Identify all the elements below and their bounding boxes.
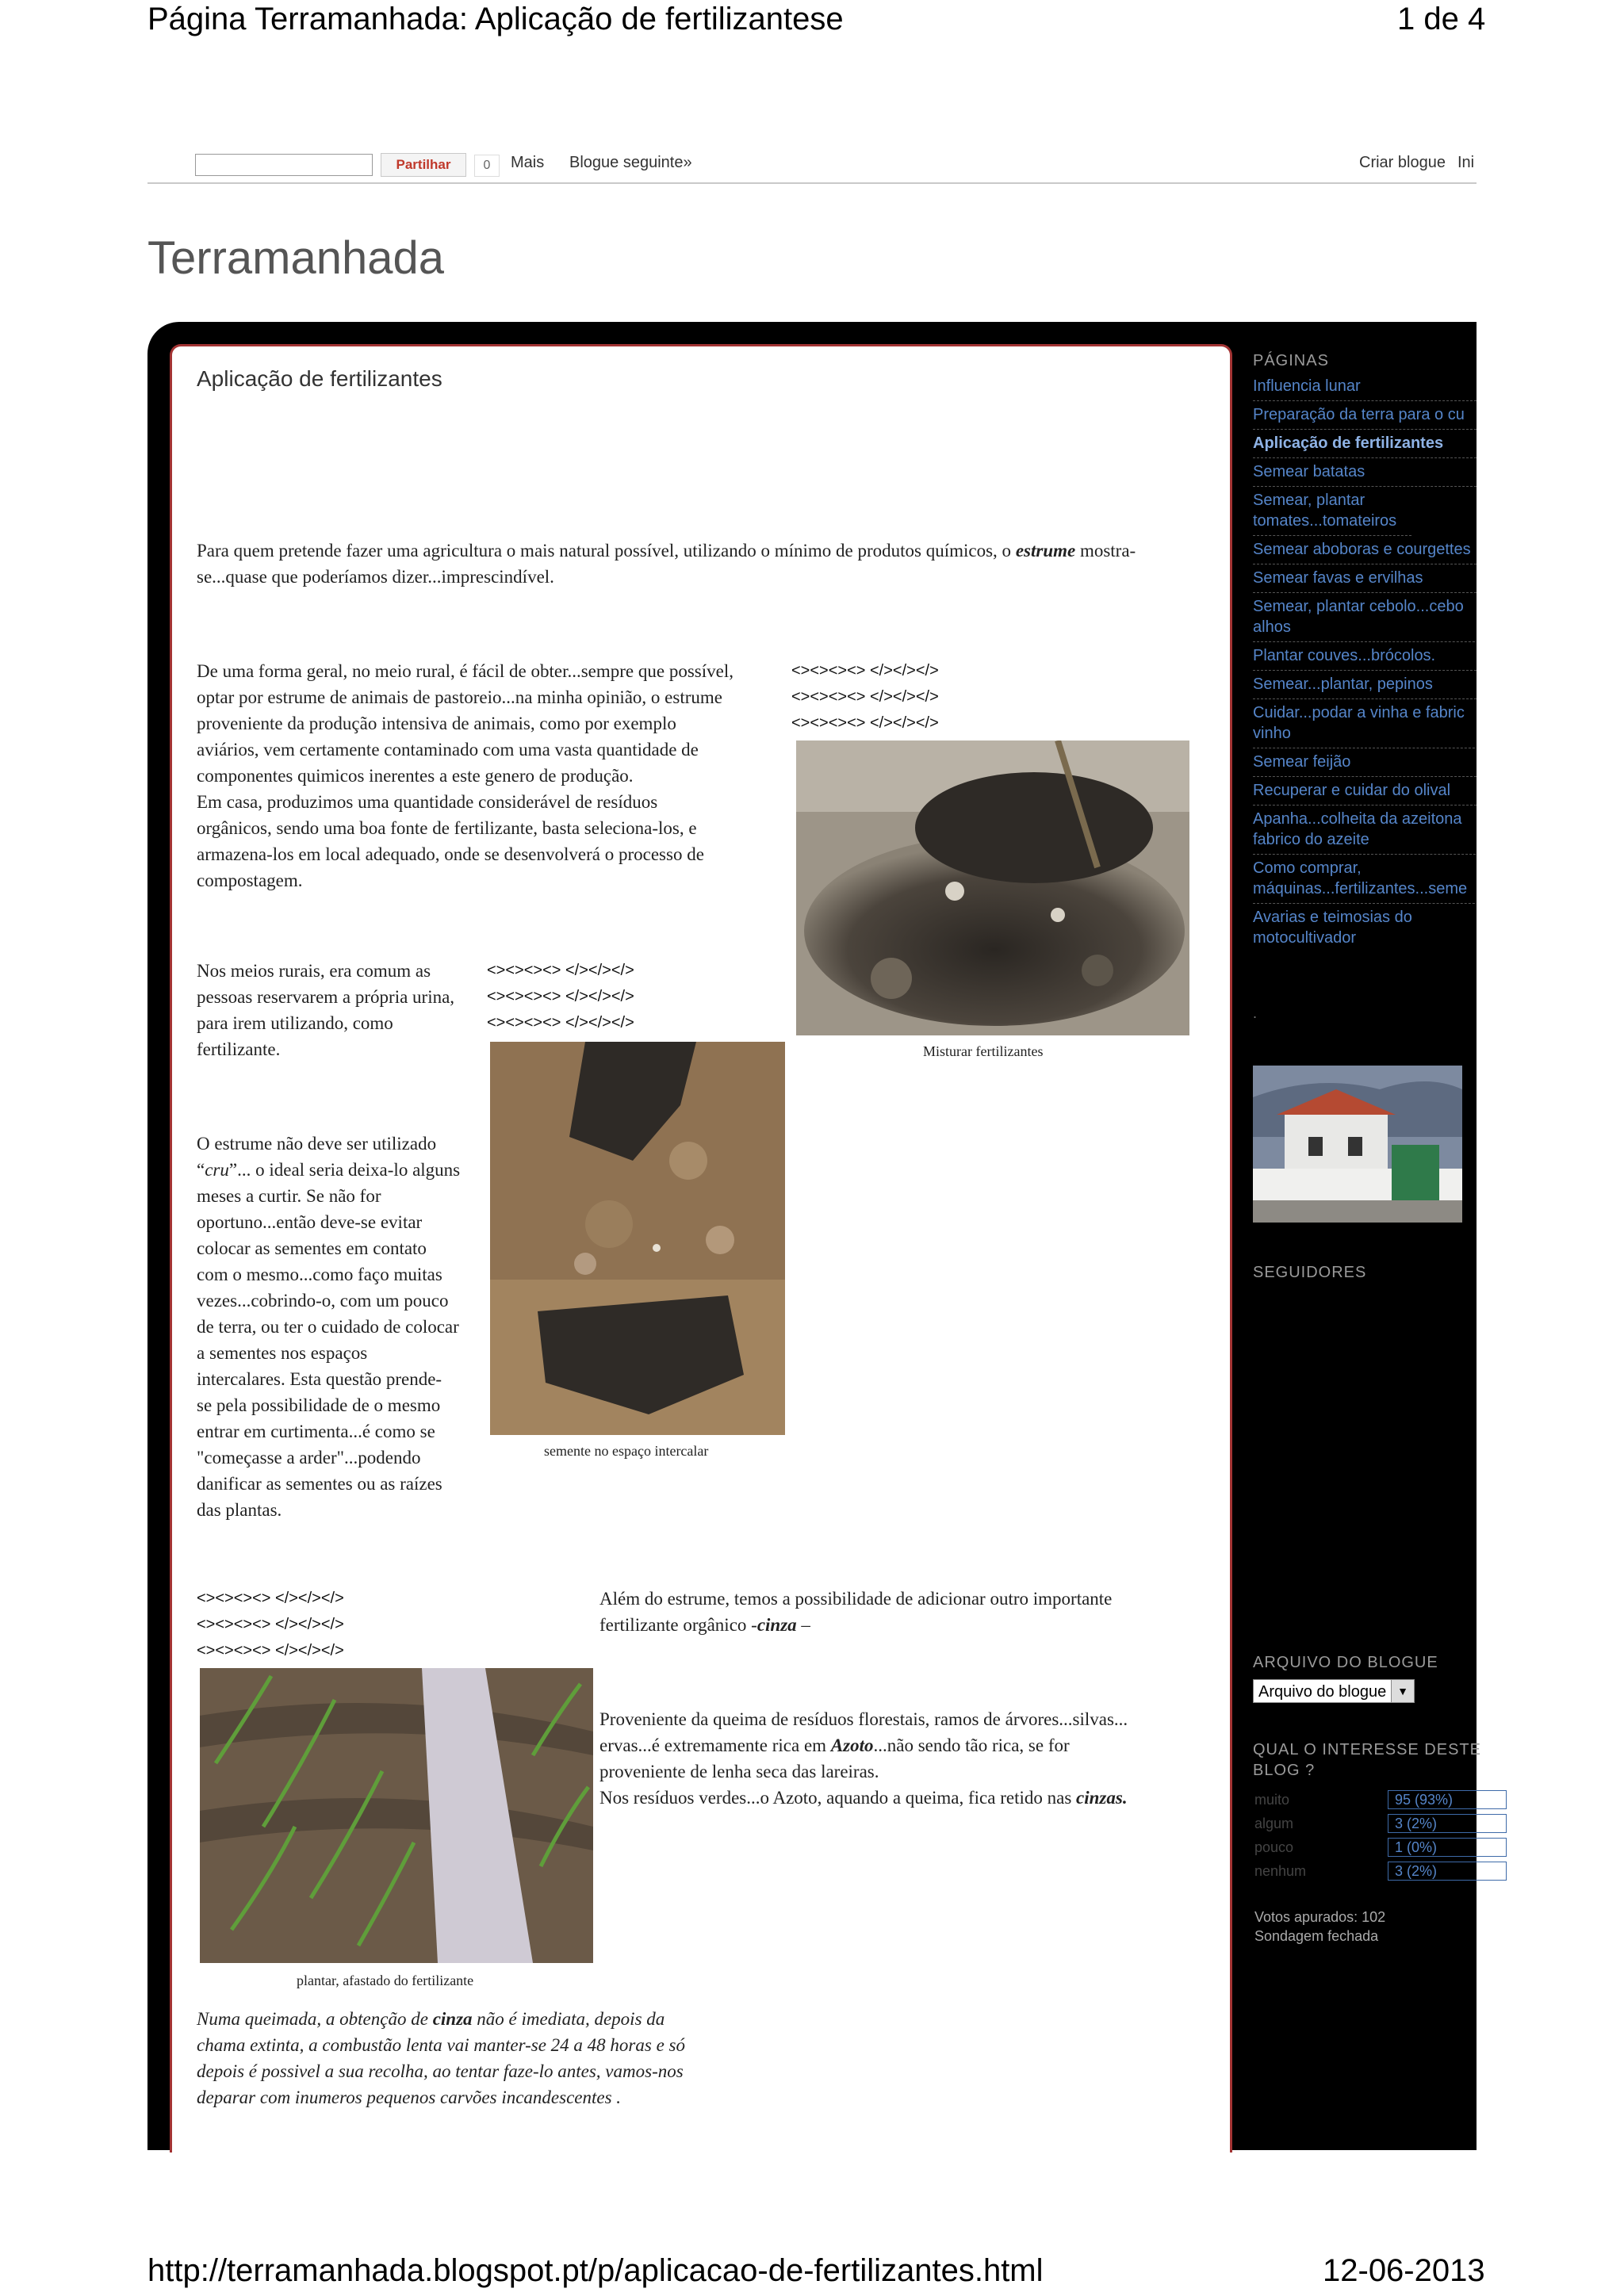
planting-away-photo	[200, 1668, 593, 1963]
sign-in-link[interactable]: Ini	[1457, 154, 1475, 171]
page-link-preparacao-terra[interactable]: Preparação da terra para o cu	[1253, 401, 1477, 430]
seed-intercalar-photo	[490, 1042, 785, 1435]
print-page-count: 1 de 4	[1397, 2, 1486, 36]
post-title: Aplicação de fertilizantes	[197, 366, 442, 391]
paragraph-urine: Nos meios rurais, era comum as pessoas reservarem a própria urina, para irem utilizando, como fertilizante.	[197, 961, 455, 1059]
poll-heading-line1: QUAL O INTERESSE DESTE	[1253, 1741, 1481, 1758]
archive-heading: ARQUIVO DO BLOGUE	[1253, 1654, 1438, 1671]
create-blog-link[interactable]: Criar blogue	[1359, 154, 1446, 171]
followers-heading: SEGUIDORES	[1253, 1264, 1367, 1281]
photo-caption-mixing: Misturar fertilizantes	[923, 1043, 1044, 1059]
page-link-cebolo[interactable]: Semear, plantar cebolo...cebo alhos	[1253, 593, 1477, 642]
photo-caption-seed: semente no espaço intercalar	[544, 1443, 709, 1459]
poll-result: 95 (93%)	[1388, 1790, 1507, 1809]
paragraph-ash-source: Proveniente da queima de resíduos florestais, ramos de árvores...silvas... ervas...é extremamente rica em Azoto...não sendo tão rica, se for proveniente de lenha seca das lareiras. Nos resíduos verdes...o Azoto, aquando a queima, fica retido nas cinzas.	[599, 1709, 1128, 1808]
paragraph-burning: Numa queimada, a obtenção de cinza não é imediata, depois da chama extinta, a combustão lenta vai manter-se 24 a 48 horas e só depois é possivel a sua recolha, ao tentar faze-lo antes, vamos-nos deparar com inumeros pequenos carvões incandescentes .	[197, 2009, 685, 2107]
paragraph-ash-intro: Além do estrume, temos a possibilidade de adicionar outro importante fertilizante orgânico -cinza –	[599, 1589, 1113, 1635]
navbar-search-input[interactable]	[195, 154, 373, 176]
next-blog-link[interactable]: Blogue seguinte»	[569, 154, 692, 171]
page-link-tomates[interactable]: Semear, plantar tomates...tomateiros	[1253, 487, 1411, 536]
blog-title[interactable]: Terramanhada	[147, 232, 444, 284]
page-link-favas[interactable]: Semear favas e ervilhas	[1253, 564, 1477, 593]
poll-row: pouco 1 (0%)	[1254, 1838, 1477, 1858]
page-link-vinha[interactable]: Cuidar...podar a vinha e fabric vinho	[1253, 699, 1477, 748]
poll-votes: Votos apurados: 102	[1254, 1909, 1386, 1925]
photo-caption-planting: plantar, afastado do fertilizante	[297, 1973, 474, 1988]
poll-row: algum 3 (2%)	[1254, 1814, 1477, 1835]
page-link-aboboras[interactable]: Semear aboboras e courgettes	[1253, 536, 1477, 564]
intro-paragraph: Para quem pretende fazer uma agricultura o mais natural possível, utilizando o mínimo de produtos químicos, o estrume mostra-se...quase que poderíamos dizer...imprescindível.	[197, 541, 1136, 587]
house-photo	[1253, 1066, 1462, 1223]
poll-closed: Sondagem fechada	[1254, 1928, 1379, 1944]
poll-row: nenhum 3 (2%)	[1254, 1862, 1477, 1882]
sidebar-dot: .	[1253, 1005, 1258, 1021]
page-link-azeitona[interactable]: Apanha...colheita da azeitona fabrico do azeite	[1253, 806, 1477, 855]
page-link-olival[interactable]: Recuperar e cuidar do olival	[1253, 777, 1477, 806]
broken-markup-lines-3: <><><><> </></></> <><><><> </></></> <><><><> </></></>	[197, 1590, 344, 1659]
print-page-title: Página Terramanhada: Aplicação de fertilizantese	[147, 2, 844, 36]
chevron-down-icon[interactable]: ▼	[1391, 1680, 1414, 1702]
page-link-maquinas[interactable]: Como comprar, máquinas...fertilizantes...seme	[1253, 855, 1477, 904]
page-link-feijao[interactable]: Semear feijão	[1253, 748, 1477, 777]
navbar-divider	[147, 182, 1477, 184]
pages-heading: PÁGINAS	[1253, 352, 1329, 369]
share-button[interactable]: Partilhar	[381, 153, 466, 177]
print-date: 12-06-2013	[1323, 2253, 1485, 2288]
paragraph-manure: De uma forma geral, no meio rural, é fácil de obter...sempre que possível, optar por estrume de animais de pastoreio...na minha opinião, o estrume proveniente da produção intensiva de animais, como por exemplo aviários, vem certamente contaminado com uma vasta quantidade de componentes quimicos inerentes a este genero de produção. Em casa, produzimos uma quantidade considerável de resíduos orgânicos, sendo uma boa fonte de fertilizante, basta seleciona-los, e armazena-los em local adequado, onde se desenvolverá o processo de compostagem.	[197, 661, 733, 890]
broken-markup-lines-2: <><><><> </></></> <><><><> </></></> <><><><> </></></>	[487, 962, 634, 1031]
page-link-pepinos[interactable]: Semear...plantar, pepinos	[1253, 671, 1477, 699]
page-link-semear-batatas[interactable]: Semear batatas	[1253, 458, 1477, 487]
print-url: http://terramanhada.blogspot.pt/p/aplicacao-de-fertilizantes.html	[147, 2253, 1044, 2288]
page-link-influencia-lunar[interactable]: Influencia lunar	[1253, 373, 1477, 401]
page-link-aplicacao-fertilizantes[interactable]: Aplicação de fertilizantes	[1253, 430, 1477, 458]
page-link-motocultivador[interactable]: Avarias e teimosias do motocultivador	[1253, 909, 1412, 947]
share-count: 0	[474, 155, 500, 177]
pages-list	[1253, 373, 1477, 952]
broken-markup-lines: <><><><> </></></> <><><><> </></></> <><><><> </></></>	[791, 662, 939, 732]
poll-result: 3 (2%)	[1388, 1862, 1507, 1881]
mixing-fertilizer-photo	[796, 740, 1189, 1035]
poll-heading-line2: BLOG ?	[1253, 1762, 1316, 1779]
more-link[interactable]: Mais	[511, 154, 545, 171]
poll-row: muito 95 (93%)	[1254, 1790, 1477, 1811]
archive-select[interactable]: Arquivo do blogue ▼	[1253, 1679, 1415, 1703]
poll-result: 1 (0%)	[1388, 1838, 1507, 1857]
page-link-couves[interactable]: Plantar couves...brócolos.	[1253, 642, 1477, 671]
paragraph-raw-manure: O estrume não deve ser utilizado “cru”... o ideal seria deixa-lo alguns meses a curtir. Se não for oportuno...então deve-se evitar colocar as sementes em contato com o mesmo...como faço muitas vezes...cobrindo-o, com um pouco de terra, ou ter o cuidado de colocar a sementes nos espaços intercalares. Esta questão prende- se pela possibilidade de o mesmo entrar em curtimenta...é como se "começasse a arder"...podendo danificar as sementes ou as raízes das plantas.	[197, 1134, 461, 1520]
poll-result: 3 (2%)	[1388, 1814, 1507, 1833]
